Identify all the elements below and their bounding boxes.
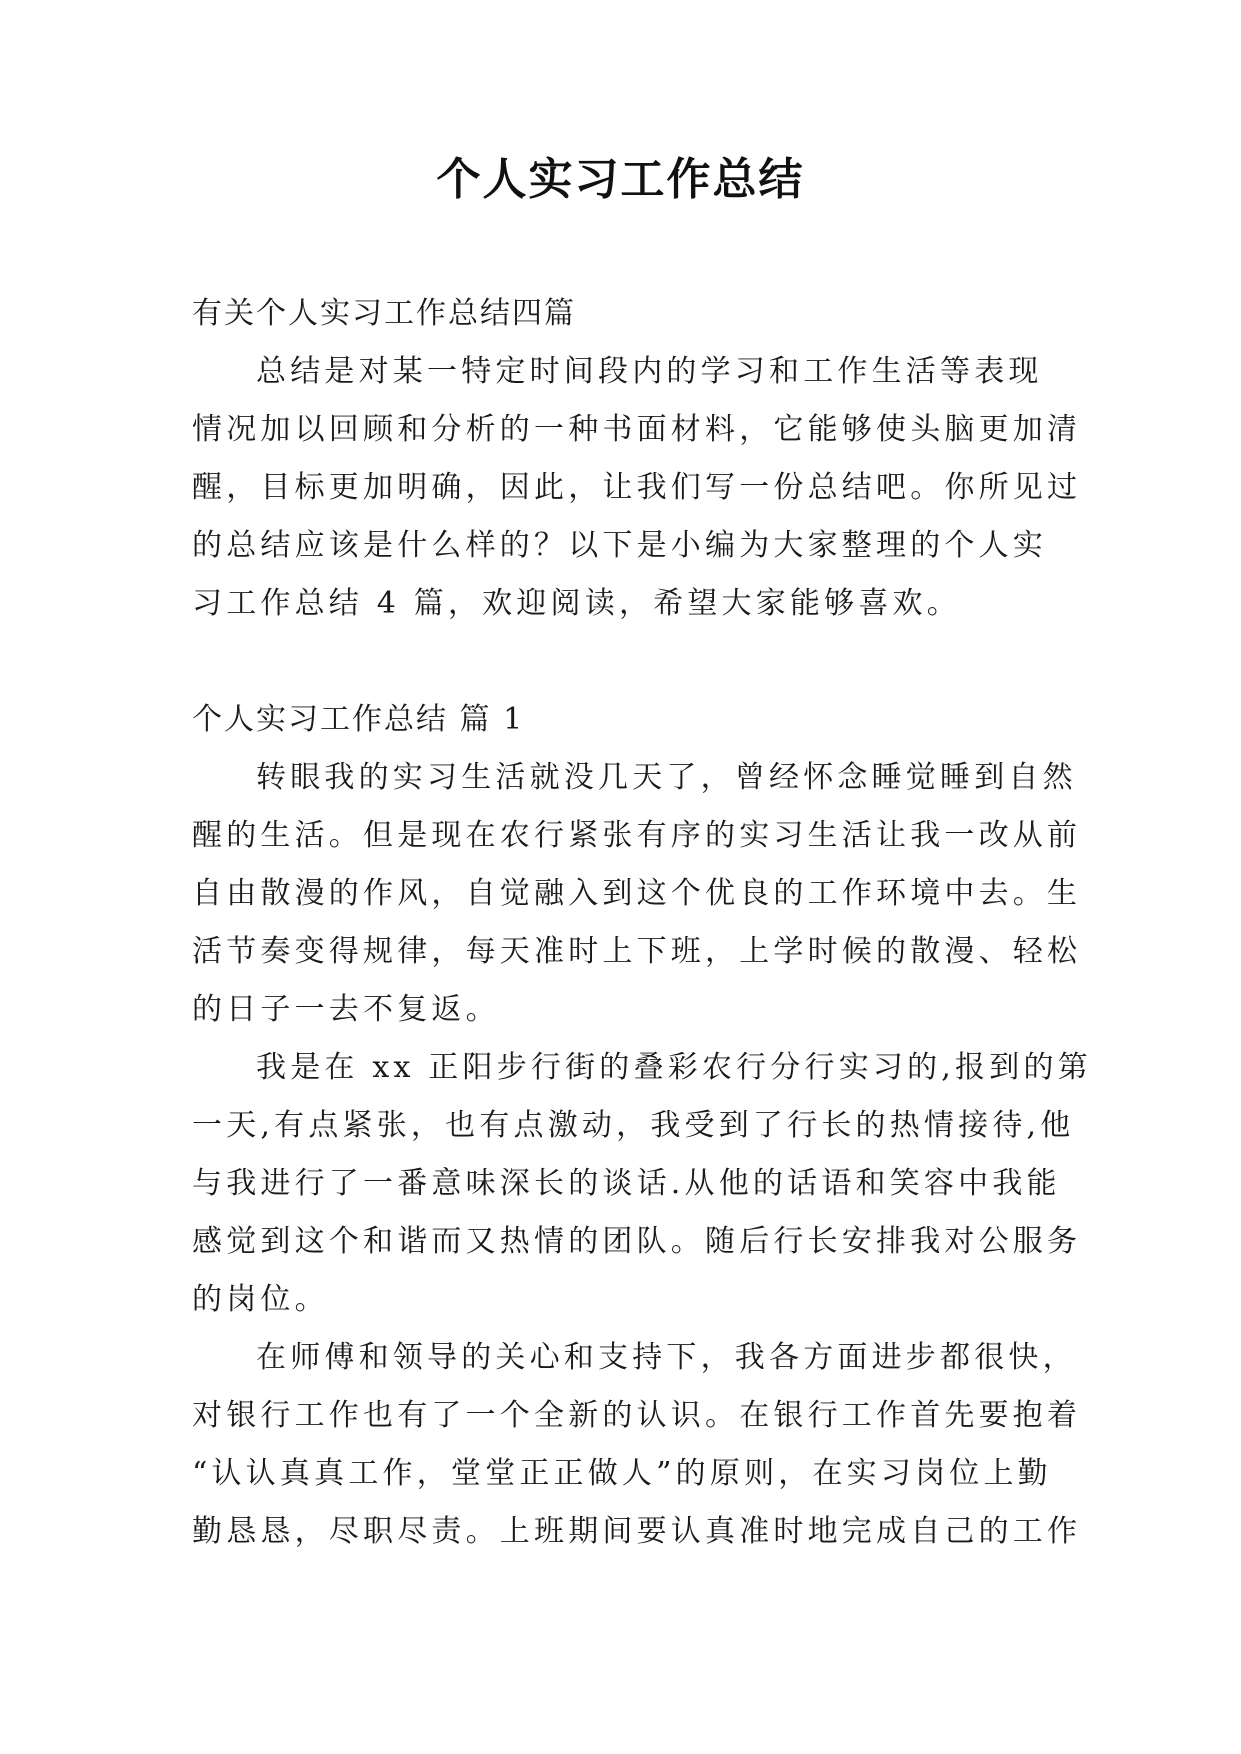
paragraph-line: 醒的生活。但是现在农行紧张有序的实习生活让我一改从前 <box>192 818 1082 853</box>
paragraph-line: 对银行工作也有了一个全新的认识。在银行工作首先要抱着 <box>192 1398 1082 1433</box>
paragraph-line: 的日子一去不复返。 <box>192 992 500 1027</box>
document-body <box>192 285 1092 1561</box>
paragraph-line: 醒，目标更加明确，因此，让我们写一份总结吧。你所见过 <box>192 470 1082 505</box>
section-heading: 个人实习工作总结 篇 1 <box>192 702 525 737</box>
paragraph-line: 情况加以回顾和分析的一种书面材料，它能够使头脑更加清 <box>192 412 1082 447</box>
paragraph-1 <box>192 749 1082 1039</box>
paragraph-line: 我是在 xx 正阳步行街的叠彩农行分行实习的,报到的第 <box>256 1050 1092 1085</box>
document-title: 个人实习工作总结 <box>436 154 805 205</box>
paragraph-line: 与我进行了一番意味深长的谈话.从他的话语和笑容中我能 <box>192 1166 1061 1201</box>
paragraph-3 <box>192 1329 1082 1561</box>
document-subtitle: 有关个人实习工作总结四篇 <box>192 296 576 331</box>
paragraph-line: 活节奏变得规律，每天准时上下班，上学时候的散漫、轻松 <box>192 934 1082 969</box>
paragraph-line: 勤恳恳，尽职尽责。上班期间要认真准时地完成自己的工作 <box>192 1514 1082 1549</box>
paragraph-line: 感觉到这个和谐而又热情的团队。随后行长安排我对公服务 <box>192 1224 1082 1259</box>
paragraph-line: 自由散漫的作风，自觉融入到这个优良的工作环境中去。生 <box>192 876 1082 911</box>
section-spacer <box>192 633 1052 691</box>
paragraph-line: 一天,有点紧张，也有点激动，我受到了行长的热情接待,他 <box>192 1108 1075 1143</box>
paragraph-line: “认认真真工作，堂堂正正做人”的原则，在实习岗位上勤 <box>192 1456 1052 1491</box>
paragraph-line: 总结是对某一特定时间段内的学习和工作生活等表现 <box>256 354 1043 389</box>
paragraph-line: 在师傅和领导的关心和支持下，我各方面进步都很快， <box>256 1340 1077 1375</box>
intro-paragraph <box>192 343 1082 633</box>
paragraph-line: 的总结应该是什么样的？以下是小编为大家整理的个人实 <box>192 528 1047 563</box>
paragraph-line: 转眼我的实习生活就没几天了，曾经怀念睡觉睡到自然 <box>256 760 1077 795</box>
paragraph-line: 的岗位。 <box>192 1282 329 1317</box>
paragraph-2 <box>192 1039 1092 1329</box>
paragraph-line: 习工作总结 4 篇，欢迎阅读，希望大家能够喜欢。 <box>192 586 961 621</box>
